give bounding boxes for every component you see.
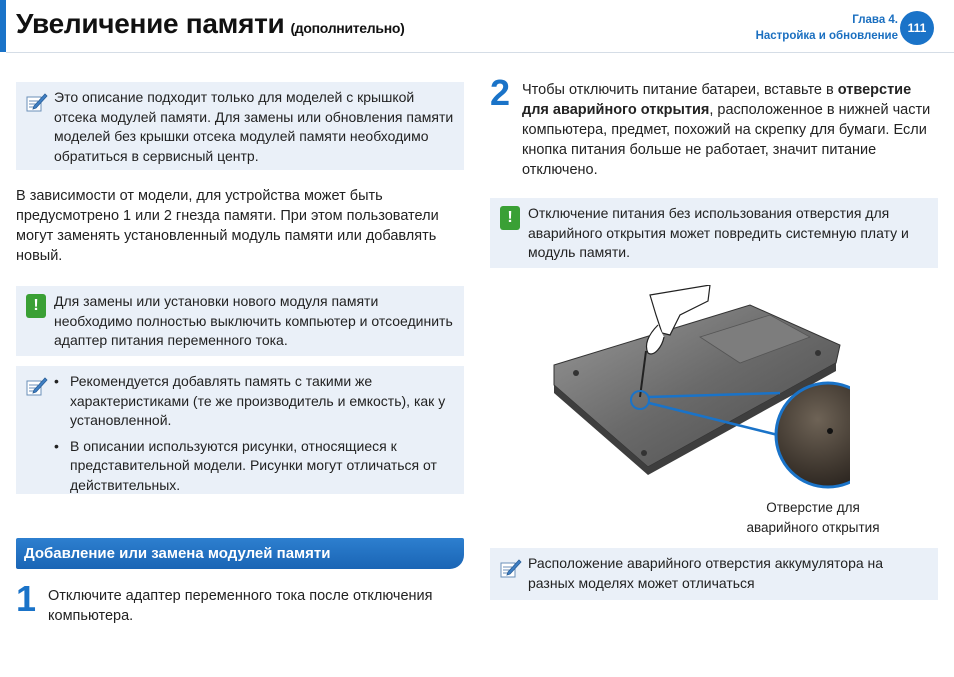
- header-accent-bar: [0, 0, 6, 52]
- caption-line: Отверстие для: [766, 500, 860, 515]
- step-2-text-start: Чтобы отключить питание батареи, вставьте в: [522, 82, 838, 98]
- list-item: • В описании используются рисунки, относящиеся к представительной модели. Рисунки могут отличаться от действительных.: [54, 437, 454, 496]
- chapter-number: Глава 4.: [852, 14, 898, 26]
- section-title: Добавление или замена модулей памяти: [16, 538, 464, 569]
- page-number-badge: 111: [900, 11, 934, 45]
- step-2-text: [522, 80, 936, 180]
- note-bullet-list: [54, 372, 454, 501]
- laptop-bottom-illustration: [540, 285, 850, 500]
- step-number: 1: [16, 578, 37, 619]
- intro-paragraph: В зависимости от модели, для устройства может быть предусмотрено 1 или 2 гнезда памяти. При этом пользователи могут заменять установленный модуль памяти или добавлять новый.: [16, 188, 439, 264]
- step-1-text: Отключите адаптер переменного тока после отключения компьютера.: [48, 588, 433, 624]
- figure-caption: [720, 498, 906, 538]
- warning-text: Для замены или установки нового модуля памяти необходимо полностью выключить компьютер и отсоединить адаптер питания переменного тока.: [54, 293, 453, 348]
- step-2-text-end: , расположенное в нижней части компьютера, предмет, похожий на скрепку для бумаги. Если кнопка питания больше не работает, значит питание отключено.: [522, 102, 931, 178]
- warning-box-emergency-hole: [490, 198, 938, 268]
- page-title-main: Увеличение памяти: [16, 8, 285, 39]
- note-box-recommendations: [16, 366, 464, 494]
- pencil-note-icon: [24, 375, 48, 399]
- warning-icon: !: [500, 206, 520, 230]
- chapter-name: Настройка и обновление: [755, 30, 898, 42]
- step-number: 2: [490, 72, 511, 113]
- note-text: Это описание подходит только для моделей с крышкой отсека модулей памяти. Для замены или обновления памяти моделей без крышки отсека модулей памяти необходимо обратиться в сервисный центр.: [54, 89, 454, 164]
- pencil-note-icon: [24, 91, 48, 115]
- note-text: Расположение аварийного отверстия аккумулятора на разных моделях может отличаться: [528, 555, 884, 591]
- list-item: • Рекомендуется добавлять память с такими же характеристиками (те же производитель и емкость), как у установленной.: [54, 372, 454, 431]
- note-box-hole-location: [490, 548, 938, 600]
- note-box-model-info: [16, 82, 464, 170]
- header-divider: [6, 52, 954, 53]
- chapter-label: [756, 12, 898, 44]
- warning-text: Отключение питания без использования отверстия для аварийного открытия может повредить системную плату и модуль памяти.: [528, 205, 909, 260]
- page-title: [16, 8, 404, 40]
- warning-icon: !: [26, 294, 46, 318]
- step-2-text-emphasis: отверстие для аварийного открытия: [522, 82, 912, 118]
- pencil-note-icon: [498, 557, 522, 581]
- caption-line: аварийного открытия: [746, 520, 880, 535]
- page-title-subtitle: (дополнительно): [290, 20, 405, 36]
- warning-box-power-off: [16, 286, 464, 356]
